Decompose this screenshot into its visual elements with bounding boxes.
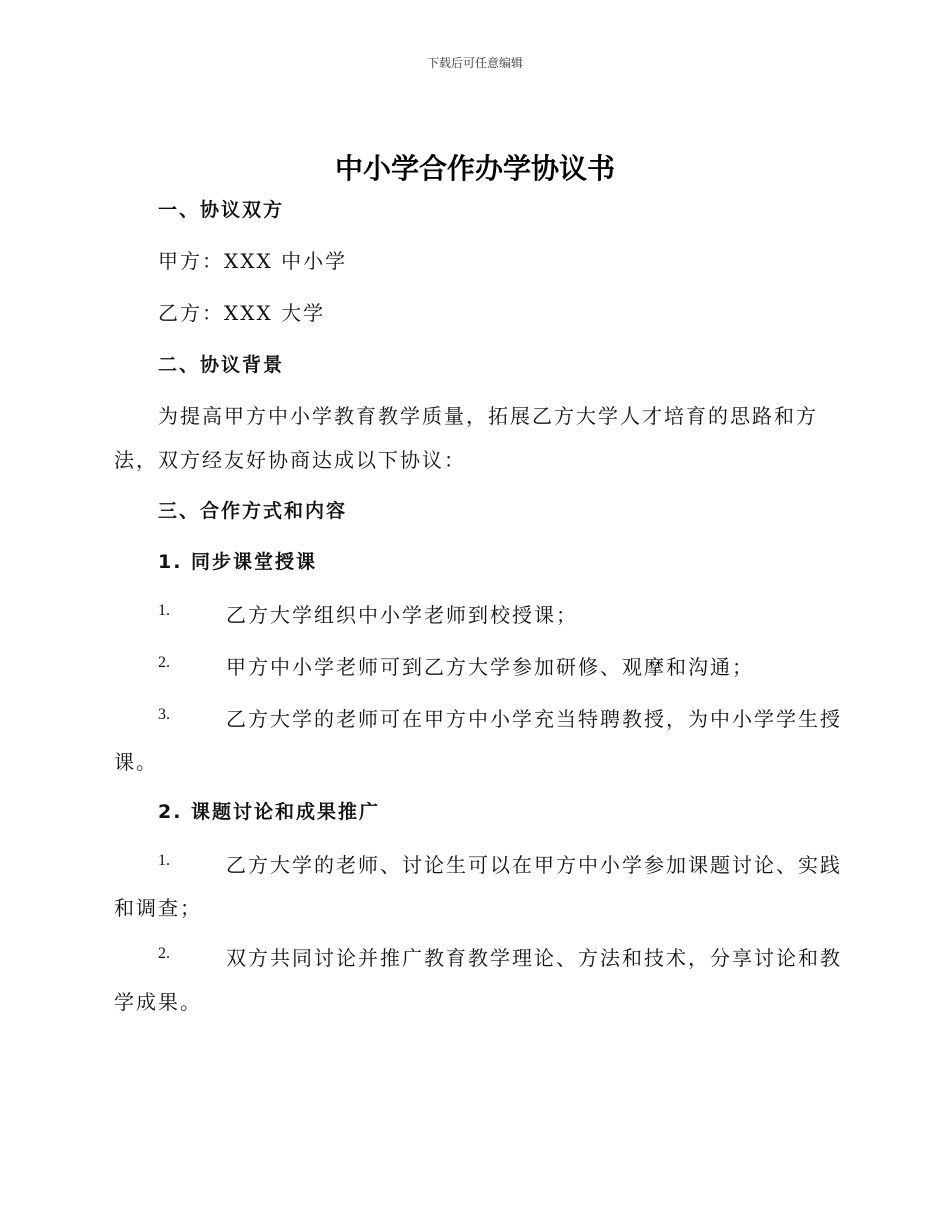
background-paragraph-line1: 为提高甲方中小学教育教学质量，拓展乙方大学人才培育的思路和方: [158, 404, 818, 428]
list-item-number: 1.: [158, 602, 170, 619]
background-paragraph-line2: 法，双方经友好协商达成以下协议：: [114, 448, 466, 472]
header-note: 下载后可任意编辑: [426, 56, 523, 70]
list-item-number: 1.: [158, 852, 170, 869]
list-item-text: 乙方大学的老师、讨论生可以在甲方中小学参加课题讨论、实践: [226, 853, 842, 877]
list-item-number: 2.: [158, 945, 170, 962]
list-item-text-continued: 课。: [114, 750, 158, 774]
list-item-number: 2.: [158, 654, 170, 671]
list-item-text: 甲方中小学老师可到乙方大学参加研修、观摩和沟通；: [226, 655, 754, 679]
party-a-line: 甲方：XXX 中小学: [158, 249, 348, 273]
party-b-line: 乙方：XXX 大学: [158, 301, 326, 325]
list-item-text: 乙方大学组织中小学老师到校授课；: [226, 603, 578, 627]
list-item-text: 双方共同讨论并推广教育教学理论、方法和技术，分享讨论和教: [226, 946, 842, 970]
section-heading-cooperation: 三、合作方式和内容: [158, 500, 348, 522]
section-heading-parties: 一、协议双方: [158, 199, 285, 221]
list-item-text-continued: 和调查；: [114, 896, 202, 920]
list-item-text: 乙方大学的老师可在甲方中小学充当特聘教授，为中小学学生授: [226, 707, 842, 731]
document-title: 中小学合作办学协议书: [334, 152, 615, 185]
subsection-heading-research: 2. 课题讨论和成果推广: [158, 801, 381, 823]
subsection-heading-sync-class: 1. 同步课堂授课: [158, 551, 318, 573]
list-item-text-continued: 学成果。: [114, 990, 202, 1014]
section-heading-background: 二、协议背景: [158, 354, 285, 376]
list-item-number: 3.: [158, 706, 170, 723]
